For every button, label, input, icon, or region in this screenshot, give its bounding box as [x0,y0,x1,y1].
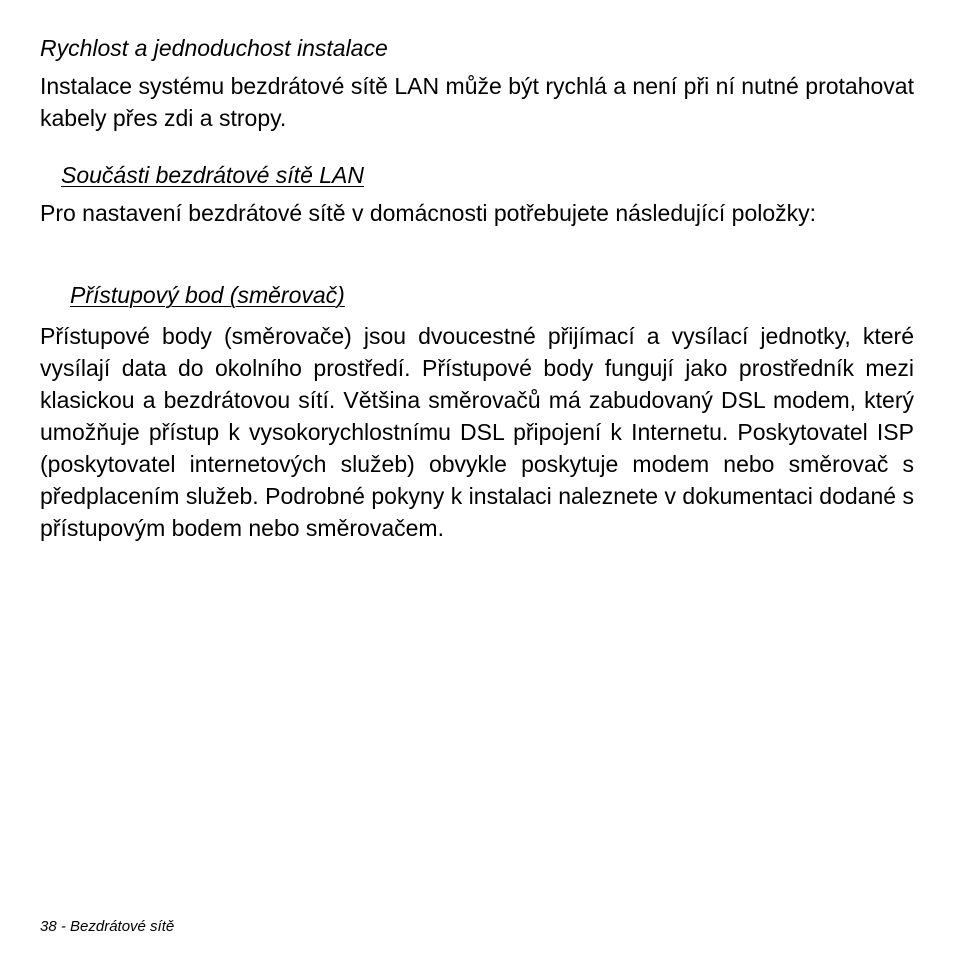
section-heading-wlan-components: Součásti bezdrátové sítě LAN [61,162,364,188]
page-footer: 38 - Bezdrátové sítě [40,918,175,935]
section-heading-installation-speed: Rychlost a jednoduchost instalace [40,35,388,61]
section-heading-access-point: Přístupový bod (směrovač) [70,282,345,308]
paragraph-access-point: Přístupové body (směrovače) jsou dvoucestné přijímací a vysílací jednotky, které vysílají data do okolního prostředí. Přístupové body fungují jako prostředník mezi klasickou a bezdrátovou sítí. Většina směrovačů má zabudovaný DSL modem, který umožňuje přístup k vysokorychlostnímu DSL připojení k Internetu. Poskytovatel ISP (poskytovatel internetových služeb) obvykle poskytuje modem nebo směrovač s předplacením služeb. Podrobné pokyny k instalaci naleznete v dokumentaci dodané s přístupovým bodem nebo směrovačem. [40,323,914,541]
paragraph-installation-speed: Instalace systému bezdrátové sítě LAN může být rychlá a není při ní nutné protahovat kabely přes zdi a stropy. [40,73,914,131]
paragraph-wlan-components: Pro nastavení bezdrátové sítě v domácnosti potřebujete následující položky: [40,200,817,226]
